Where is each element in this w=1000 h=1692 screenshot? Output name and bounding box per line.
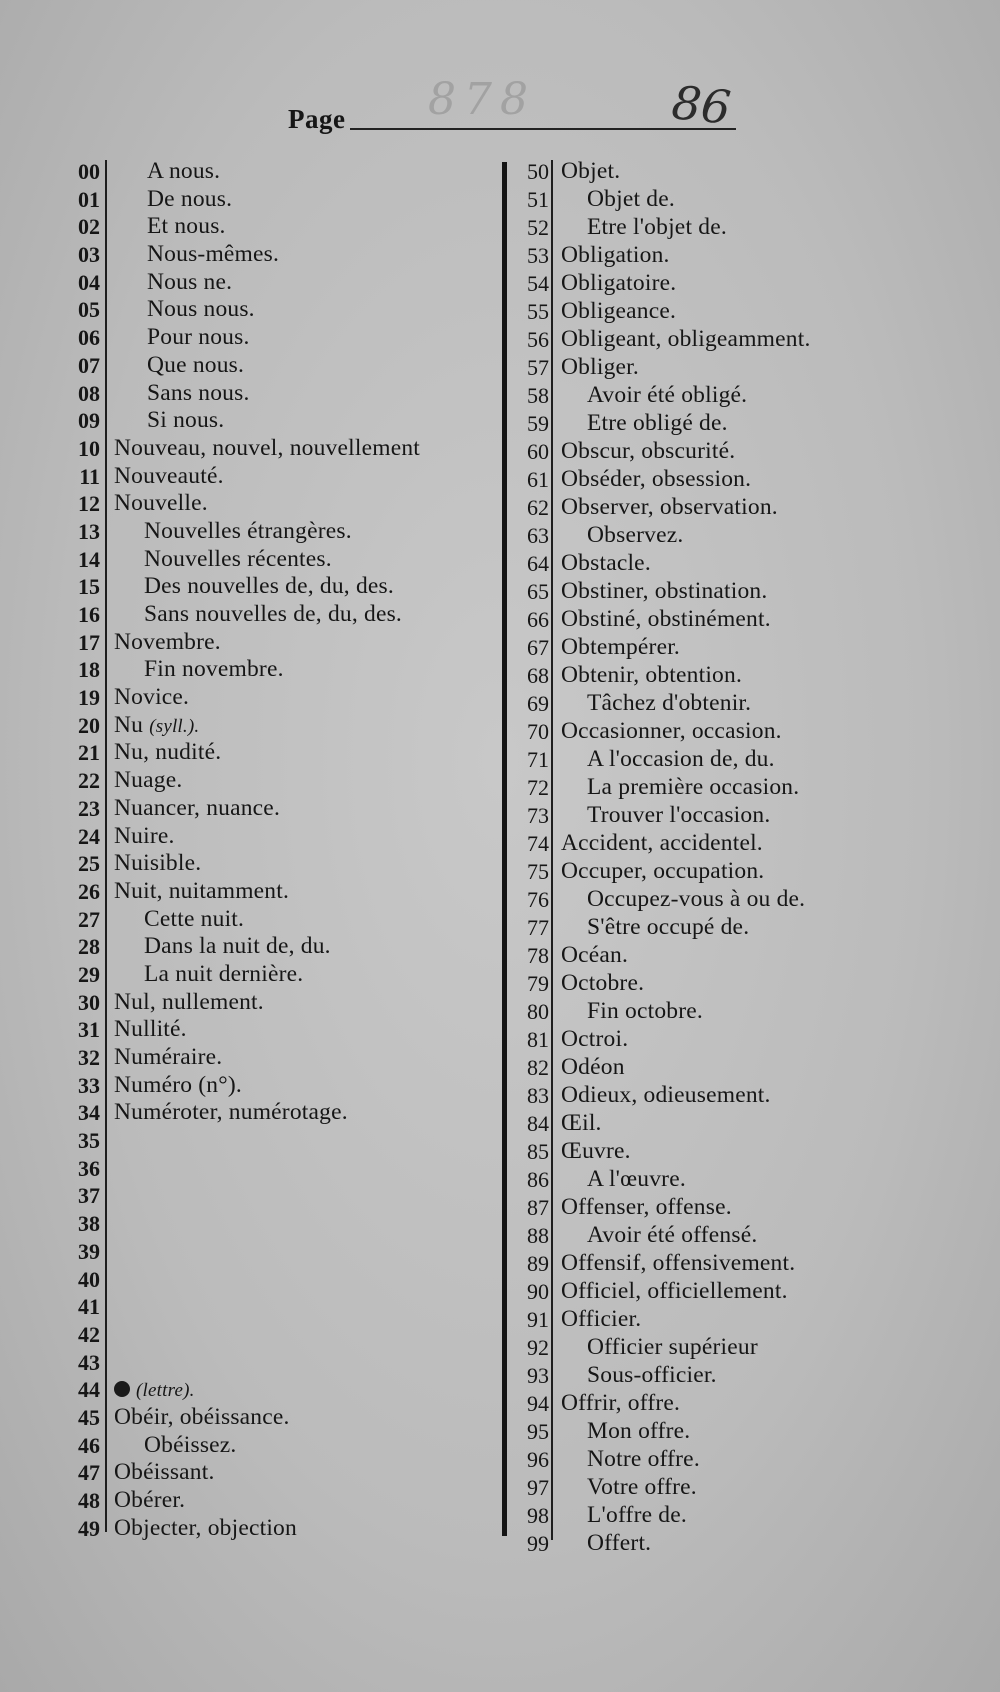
code-phrase (114, 463, 224, 490)
code-phrase (587, 998, 703, 1025)
code-number: 07 (78, 352, 100, 378)
code-phrase (114, 1515, 297, 1542)
phrase-text: Obstacle. (561, 550, 651, 576)
code-number: 99 (527, 1531, 549, 1556)
code-phrase (561, 578, 767, 605)
code-phrase (147, 380, 250, 407)
code-phrase (114, 767, 182, 794)
code-phrase (114, 823, 175, 850)
phrase-text: Nouvelles étrangères. (144, 517, 352, 544)
code-number: 89 (527, 1251, 549, 1276)
code-phrase (144, 1432, 237, 1459)
phrase-text: Odieux, odieusement. (561, 1082, 771, 1108)
code-phrase (114, 1404, 290, 1431)
code-number: 98 (527, 1503, 549, 1528)
code-number: 50 (527, 159, 549, 184)
code-number: 60 (527, 439, 549, 464)
code-phrase (144, 546, 332, 573)
code-phrase (147, 158, 220, 185)
phrase-text: Et nous. (147, 213, 226, 240)
code-number: 36 (78, 1155, 100, 1181)
code-number: 84 (527, 1111, 549, 1136)
code-number: 43 (78, 1349, 100, 1375)
code-number: 42 (78, 1321, 100, 1347)
phrase-text: Nul, nullement. (114, 988, 264, 1015)
phrase-text: Objecter, objection (114, 1514, 297, 1541)
phrase-text: Obérer. (114, 1487, 186, 1513)
code-number: 22 (78, 768, 100, 794)
code-number: 29 (78, 961, 100, 987)
phrase-text: Nuire. (114, 822, 175, 849)
code-number: 75 (527, 859, 549, 884)
phrase-text: Novembre. (114, 628, 221, 655)
phrase-text: Pour nous. (147, 324, 250, 351)
phrase-text: S'être occupé de. (587, 914, 750, 940)
code-number: 56 (527, 327, 549, 352)
phrase-text: Des nouvelles de, du, des. (144, 573, 394, 600)
code-number: 66 (527, 607, 549, 632)
phrase-text: L'offre de. (587, 1502, 687, 1528)
code-phrase (147, 407, 224, 434)
phrase-text: A nous. (147, 158, 221, 184)
code-number: 80 (527, 999, 549, 1024)
phrase-text: Octobre. (561, 970, 645, 996)
phrase-text: Avoir été offensé. (587, 1222, 758, 1248)
phrase-text: Nouvelles récentes. (144, 545, 332, 572)
code-phrase (561, 1306, 641, 1333)
faint-handwritten-mark: 878 (428, 74, 536, 125)
code-phrase (147, 296, 255, 323)
code-number: 14 (78, 546, 100, 572)
phrase-text: Nuisible. (114, 850, 202, 877)
code-phrase (114, 1487, 185, 1514)
code-number: 78 (527, 943, 549, 968)
code-phrase (587, 1474, 697, 1501)
code-phrase (587, 1166, 686, 1193)
phrase-text: Obéissant. (114, 1459, 215, 1486)
code-phrase (587, 914, 749, 941)
code-number: 27 (78, 906, 100, 932)
phrase-text: Numéroter, numérotage. (114, 1099, 348, 1126)
phrase-text: A l'œuvre. (587, 1166, 686, 1192)
phrase-text: Obstiné, obstinément. (561, 606, 771, 632)
code-phrase (561, 298, 676, 325)
code-number: 28 (78, 934, 100, 960)
phrase-text: Fin novembre. (144, 656, 284, 683)
phrase-text: Occasionner, occasion. (561, 718, 782, 744)
code-phrase (587, 1446, 700, 1473)
phrase-text: Sans nouvelles de, du, des. (144, 601, 402, 627)
phrase-text: Océan. (561, 942, 629, 968)
phrase-text: Objet. (561, 158, 621, 184)
code-number: 55 (527, 299, 549, 324)
phrase-text: Votre offre. (587, 1474, 697, 1500)
phrase-text: Nouveauté. (114, 462, 224, 489)
code-number: 64 (527, 551, 549, 576)
code-number: 15 (78, 574, 100, 600)
code-number: 81 (527, 1027, 549, 1052)
code-phrase (561, 1278, 788, 1305)
code-phrase (114, 1072, 242, 1099)
code-number: 53 (527, 243, 549, 268)
code-number: 54 (527, 271, 549, 296)
code-phrase (114, 739, 221, 766)
code-phrase (114, 989, 264, 1016)
phrase-text: Que nous. (147, 351, 245, 378)
phrase-text: Nu (114, 711, 144, 738)
code-phrase (114, 435, 420, 462)
code-phrase (114, 878, 289, 905)
code-number: 97 (527, 1475, 549, 1500)
code-phrase (587, 802, 770, 829)
code-phrase (587, 1418, 690, 1445)
code-phrase (587, 774, 799, 801)
code-phrase (561, 858, 764, 885)
code-phrase (114, 1459, 215, 1486)
phrase-text: Observez. (587, 522, 684, 548)
code-number: 02 (78, 214, 100, 240)
phrase-text: Tâchez d'obtenir. (587, 690, 752, 716)
code-phrase (561, 1026, 628, 1053)
phrase-text: Officiel, officiellement. (561, 1278, 788, 1304)
code-number: 35 (78, 1128, 100, 1154)
code-number: 19 (78, 685, 100, 711)
code-number: 52 (527, 215, 549, 240)
phrase-text: Nouveau, nouvel, nouvellement (114, 434, 420, 461)
code-number: 18 (78, 657, 100, 683)
phrase-text: Accident, accidentel. (561, 830, 763, 856)
phrase-text: Nouvelle. (114, 490, 208, 517)
code-number: 62 (527, 495, 549, 520)
code-number: 61 (527, 467, 549, 492)
code-number: 01 (78, 186, 100, 212)
phrase-text: Cette nuit. (144, 905, 245, 932)
code-number: 20 (78, 712, 100, 738)
code-number: 58 (527, 383, 549, 408)
code-phrase (114, 712, 199, 740)
code-phrase (561, 354, 639, 381)
code-phrase (114, 850, 201, 877)
code-number: 51 (527, 187, 549, 212)
phrase-text: Sans nous. (147, 379, 250, 406)
code-phrase (561, 494, 778, 521)
phrase-text: Octroi. (561, 1026, 629, 1052)
code-phrase (561, 1082, 771, 1109)
code-number: 65 (527, 579, 549, 604)
code-number: 16 (78, 602, 100, 627)
code-phrase (114, 1376, 195, 1404)
phrase-text: Etre l'objet de. (587, 214, 727, 240)
code-number: 08 (78, 380, 100, 406)
phrase-text: De nous. (147, 185, 233, 212)
phrase-text: Nous ne. (147, 268, 233, 295)
code-phrase (114, 629, 221, 656)
code-number: 17 (78, 629, 100, 655)
code-phrase (561, 606, 771, 633)
code-number: 67 (527, 635, 549, 660)
phrase-text: Avoir été obligé. (587, 382, 748, 408)
phrase-text: Obséder, obsession. (561, 466, 752, 492)
code-phrase (561, 718, 782, 745)
code-number: 44 (78, 1377, 100, 1403)
phrase-text: Obligeant, obligeamment. (561, 326, 811, 352)
code-phrase (114, 1016, 187, 1043)
code-number: 77 (527, 915, 549, 940)
code-number: 72 (527, 775, 549, 800)
code-number: 92 (527, 1335, 549, 1360)
phrase-text: Obstiner, obstination. (561, 578, 768, 604)
phrase-text: Numéraire. (114, 1044, 223, 1070)
phrase-annotation: (lettre). (136, 1380, 195, 1402)
phrase-text: Dans la nuit de, du. (144, 933, 331, 960)
code-number: 32 (78, 1045, 100, 1070)
code-number: 71 (527, 747, 549, 772)
code-phrase (561, 242, 670, 269)
code-number: 48 (78, 1488, 100, 1513)
phrase-text: Œil. (561, 1110, 602, 1136)
code-number: 94 (527, 1391, 549, 1416)
code-phrase (114, 795, 280, 822)
code-phrase (561, 550, 651, 577)
code-number: 12 (78, 491, 100, 517)
right-number-rule (551, 160, 553, 1540)
code-phrase (114, 490, 208, 517)
code-number: 96 (527, 1447, 549, 1472)
code-phrase (587, 1530, 651, 1557)
code-number: 88 (527, 1223, 549, 1248)
phrase-text: Mon offre. (587, 1418, 691, 1444)
code-number: 93 (527, 1363, 549, 1388)
code-phrase (147, 241, 279, 268)
code-number: 05 (78, 297, 100, 323)
code-phrase (561, 1054, 625, 1081)
phrase-text: Obtenir, obtention. (561, 662, 743, 688)
code-phrase (561, 158, 620, 185)
code-phrase (561, 438, 735, 465)
code-number: 95 (527, 1419, 549, 1444)
code-number: 39 (78, 1238, 100, 1264)
code-number: 86 (527, 1167, 549, 1192)
code-phrase (587, 410, 728, 437)
phrase-annotation: (syll.). (149, 715, 200, 737)
code-phrase (587, 886, 805, 913)
code-phrase (561, 466, 751, 493)
code-number: 46 (78, 1432, 100, 1458)
code-number: 37 (78, 1183, 100, 1209)
code-phrase (147, 352, 244, 379)
phrase-text: La première occasion. (587, 774, 800, 800)
code-number: 82 (527, 1055, 549, 1080)
code-phrase (587, 186, 675, 213)
phrase-text: Trouver l'occasion. (587, 802, 771, 828)
code-number: 04 (78, 269, 100, 295)
code-phrase (561, 1194, 732, 1221)
code-number: 41 (78, 1294, 100, 1320)
phrase-text: Occuper, occupation. (561, 858, 765, 884)
phrase-text: Numéro (n°). (114, 1071, 242, 1098)
code-number: 34 (78, 1100, 100, 1126)
code-number: 91 (527, 1307, 549, 1332)
code-number: 30 (78, 989, 100, 1015)
phrase-text: Novice. (114, 684, 190, 711)
phrase-text: Si nous. (147, 407, 225, 434)
phrase-text: Odéon (561, 1054, 625, 1080)
code-phrase (144, 933, 331, 960)
code-phrase (144, 656, 284, 683)
code-phrase (114, 684, 189, 711)
code-number: 63 (527, 523, 549, 548)
code-number: 23 (78, 795, 100, 821)
code-number: 31 (78, 1017, 100, 1043)
code-phrase (147, 186, 232, 213)
code-phrase (144, 961, 303, 988)
phrase-text: Nuage. (114, 767, 183, 794)
code-number: 90 (527, 1279, 549, 1304)
phrase-text: Nuit, nuitamment. (114, 877, 290, 904)
code-phrase (561, 942, 628, 969)
code-number: 24 (78, 823, 100, 849)
code-phrase (587, 1334, 758, 1361)
code-number: 09 (78, 408, 100, 434)
phrase-text: Obligatoire. (561, 270, 677, 296)
code-phrase (587, 1222, 757, 1249)
phrase-text: Nu, nudité. (114, 739, 222, 766)
code-number: 10 (78, 435, 100, 461)
code-number: 68 (527, 663, 549, 688)
code-number: 49 (78, 1515, 100, 1541)
code-phrase (561, 1110, 602, 1137)
code-number: 45 (78, 1404, 100, 1430)
phrase-text: A l'occasion de, du. (587, 746, 775, 772)
code-phrase (587, 382, 747, 409)
phrase-text: La nuit dernière. (144, 960, 304, 987)
phrase-text: Sous-officier. (587, 1362, 717, 1388)
letter-o-icon (114, 1381, 130, 1397)
phrase-text: Officier. (561, 1306, 642, 1332)
phrase-text: Offensif, offensivement. (561, 1250, 796, 1276)
code-number: 25 (78, 851, 100, 877)
code-phrase (587, 1502, 687, 1529)
code-phrase (561, 662, 742, 689)
column-divider (502, 162, 507, 1536)
code-number: 03 (78, 242, 100, 268)
code-number: 40 (78, 1266, 100, 1292)
phrase-text: Nullité. (114, 1016, 187, 1043)
phrase-text: Obéissez. (144, 1431, 237, 1458)
phrase-text: Obligation. (561, 242, 670, 268)
code-number: 00 (78, 159, 100, 184)
code-phrase (144, 518, 352, 545)
phrase-text: Officier supérieur (587, 1334, 758, 1360)
code-phrase (114, 1044, 222, 1071)
phrase-text: Etre obligé de. (587, 410, 728, 436)
code-number: 38 (78, 1211, 100, 1237)
phrase-text: Fin octobre. (587, 998, 703, 1024)
code-phrase (587, 522, 683, 549)
code-phrase (587, 746, 775, 773)
code-phrase (147, 324, 250, 351)
code-number: 70 (527, 719, 549, 744)
phrase-text: Observer, observation. (561, 494, 778, 520)
code-number: 83 (527, 1083, 549, 1108)
phrase-text: Obscur, obscurité. (561, 438, 736, 464)
code-number: 06 (78, 325, 100, 351)
code-phrase (144, 906, 244, 933)
phrase-text: Objet de. (587, 186, 675, 212)
code-number: 85 (527, 1139, 549, 1164)
phrase-text: Nuancer, nuance. (114, 794, 281, 821)
phrase-text: Obtempérer. (561, 634, 681, 660)
code-phrase (587, 214, 727, 241)
code-phrase (561, 970, 644, 997)
code-phrase (561, 830, 763, 857)
code-phrase (561, 1390, 680, 1417)
code-number: 57 (527, 355, 549, 380)
code-number: 13 (78, 518, 100, 544)
phrase-text: Occupez-vous à ou de. (587, 886, 806, 912)
phrase-text: Nous-mêmes. (147, 241, 280, 268)
code-phrase (561, 326, 811, 353)
code-phrase (561, 1250, 795, 1277)
code-number: 59 (527, 411, 549, 436)
page-label: Page (288, 104, 346, 134)
code-number: 87 (527, 1195, 549, 1220)
phrase-text: Nous nous. (147, 296, 255, 323)
code-number: 47 (78, 1460, 100, 1486)
code-phrase (561, 634, 680, 661)
code-number: 21 (78, 740, 100, 766)
phrase-text: Obliger. (561, 354, 639, 380)
phrase-text: Notre offre. (587, 1446, 700, 1472)
code-number: 79 (527, 971, 549, 996)
code-phrase (144, 601, 402, 628)
phrase-text: Obligeance. (561, 298, 677, 324)
phrase-text: Œuvre. (561, 1138, 631, 1164)
code-phrase (147, 269, 232, 296)
code-phrase (561, 270, 676, 297)
code-number: 74 (527, 831, 549, 856)
phrase-text: Obéir, obéissance. (114, 1403, 290, 1430)
code-number: 11 (79, 463, 100, 489)
code-number: 26 (78, 878, 100, 904)
code-number: 73 (527, 803, 549, 828)
code-phrase (561, 1138, 631, 1165)
code-phrase (147, 213, 226, 240)
phrase-text: Offenser, offense. (561, 1194, 732, 1220)
code-phrase (114, 1099, 348, 1126)
code-phrase (144, 573, 394, 600)
left-number-rule (105, 160, 107, 1532)
phrase-text: Offert. (587, 1530, 652, 1556)
handwritten-page-number: 86 (669, 75, 734, 135)
phrase-text: Offrir, offre. (561, 1390, 681, 1416)
code-number: 33 (78, 1072, 100, 1098)
code-phrase (587, 690, 751, 717)
code-phrase (587, 1362, 717, 1389)
code-number: 69 (527, 691, 549, 716)
code-number: 76 (527, 887, 549, 912)
